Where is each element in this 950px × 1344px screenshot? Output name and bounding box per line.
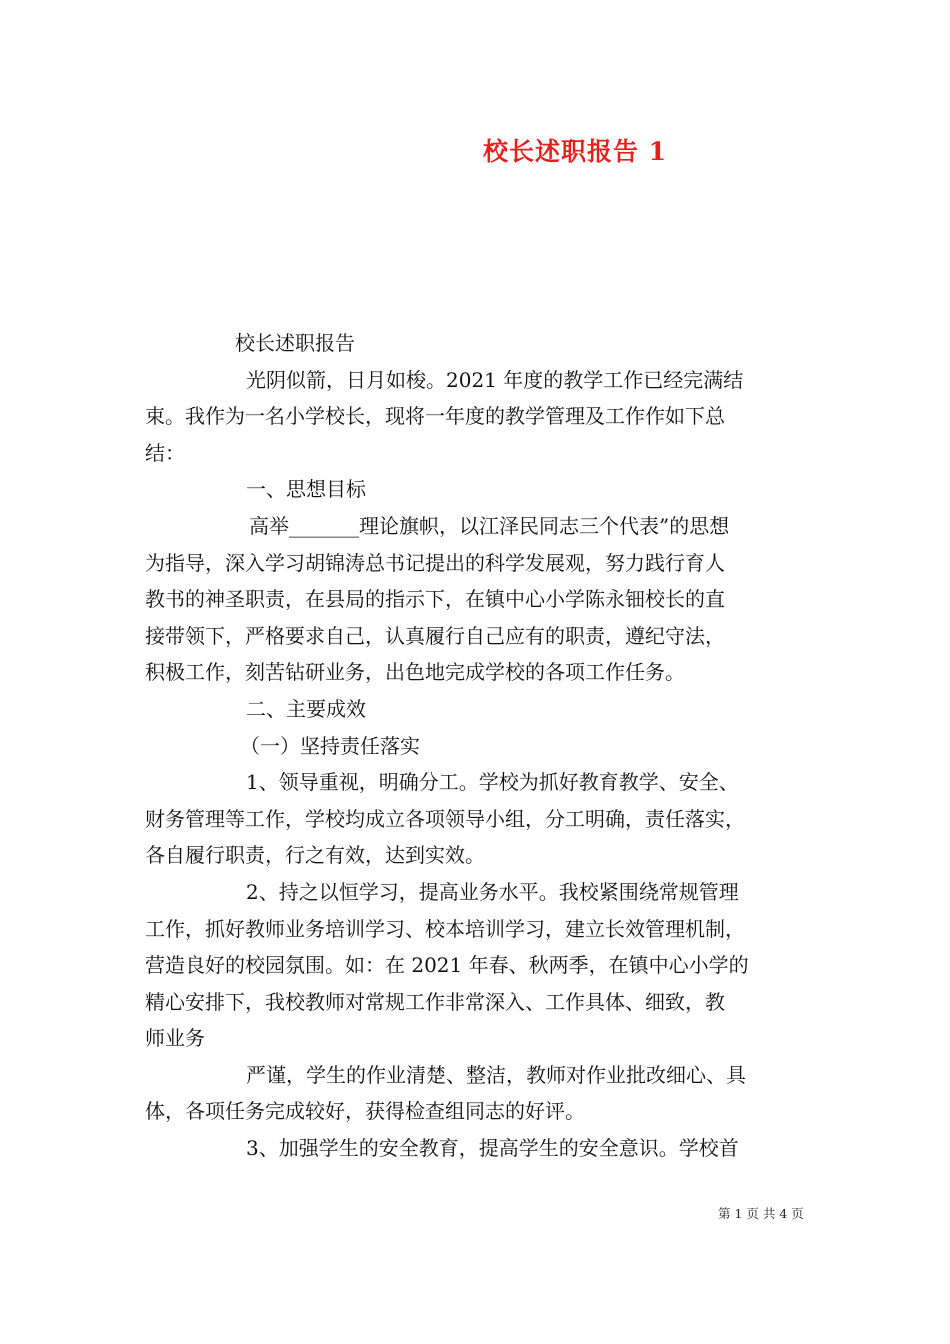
text-line: 光阴似箭，日月如梭。2021 年度的教学工作已经完满结 xyxy=(246,367,744,392)
text-line: 结： xyxy=(145,440,185,465)
text-line: 严谨，学生的作业清楚、整洁，教师对作业批改细心、具 xyxy=(246,1062,746,1087)
page-number: 第 1 页 共 4 页 xyxy=(718,1206,804,1221)
text-line: 各自履行职责，行之有效，达到实效。 xyxy=(145,843,485,868)
text-line: 接带领下，严格要求自己，认真履行自己应有的职责，遵纪守法， xyxy=(145,623,725,648)
text-line: 束。我作为一名小学校长，现将一年度的教学管理及工作作如下总 xyxy=(145,404,725,429)
text-line: 精心安排下，我校教师对常规工作非常深入、工作具体、细致，教 xyxy=(145,989,725,1014)
text-line: 积极工作，刻苦钻研业务，出色地完成学校的各项工作任务。 xyxy=(145,660,685,685)
document-title: 校长述职报告 1 xyxy=(482,137,668,166)
text-line: 师业务 xyxy=(145,1026,205,1051)
subtitle: 校长述职报告 xyxy=(235,331,355,355)
text-line: 体，各项任务完成较好，获得检查组同志的好评。 xyxy=(145,1099,585,1124)
text-line: 营造良好的校园氛围。如：在 2021 年春、秋两季，在镇中心小学的 xyxy=(145,953,749,978)
text-line: 教书的神圣职责，在县局的指示下，在镇中心小学陈永钿校长的直 xyxy=(145,587,725,612)
text-line: 财务管理等工作，学校均成立各项领导小组，分工明确，责任落实， xyxy=(145,806,745,831)
text-line: 3、加强学生的安全教育，提高学生的安全意识。学校首 xyxy=(246,1136,739,1161)
text-line: 2、持之以恒学习，提高业务水平。我校紧围绕常规管理 xyxy=(246,879,739,904)
text-line: 为指导，深入学习胡锦涛总书记提出的科学发展观，努力践行育人 xyxy=(145,550,725,575)
section-heading: 一、思想目标 xyxy=(246,477,366,502)
text-line: 1、领导重视，明确分工。学校为抓好教育教学、安全、 xyxy=(246,770,739,795)
text-line: 高举_______理论旗帜，以江泽民同志三个代表”的思想 xyxy=(249,513,730,538)
subsection-heading: （一）坚持责任落实 xyxy=(240,733,420,758)
document-body xyxy=(145,325,815,1167)
text-line: 工作，抓好教师业务培训学习、校本培训学习，建立长效管理机制， xyxy=(145,916,745,941)
section-heading: 二、主要成效 xyxy=(246,696,366,721)
